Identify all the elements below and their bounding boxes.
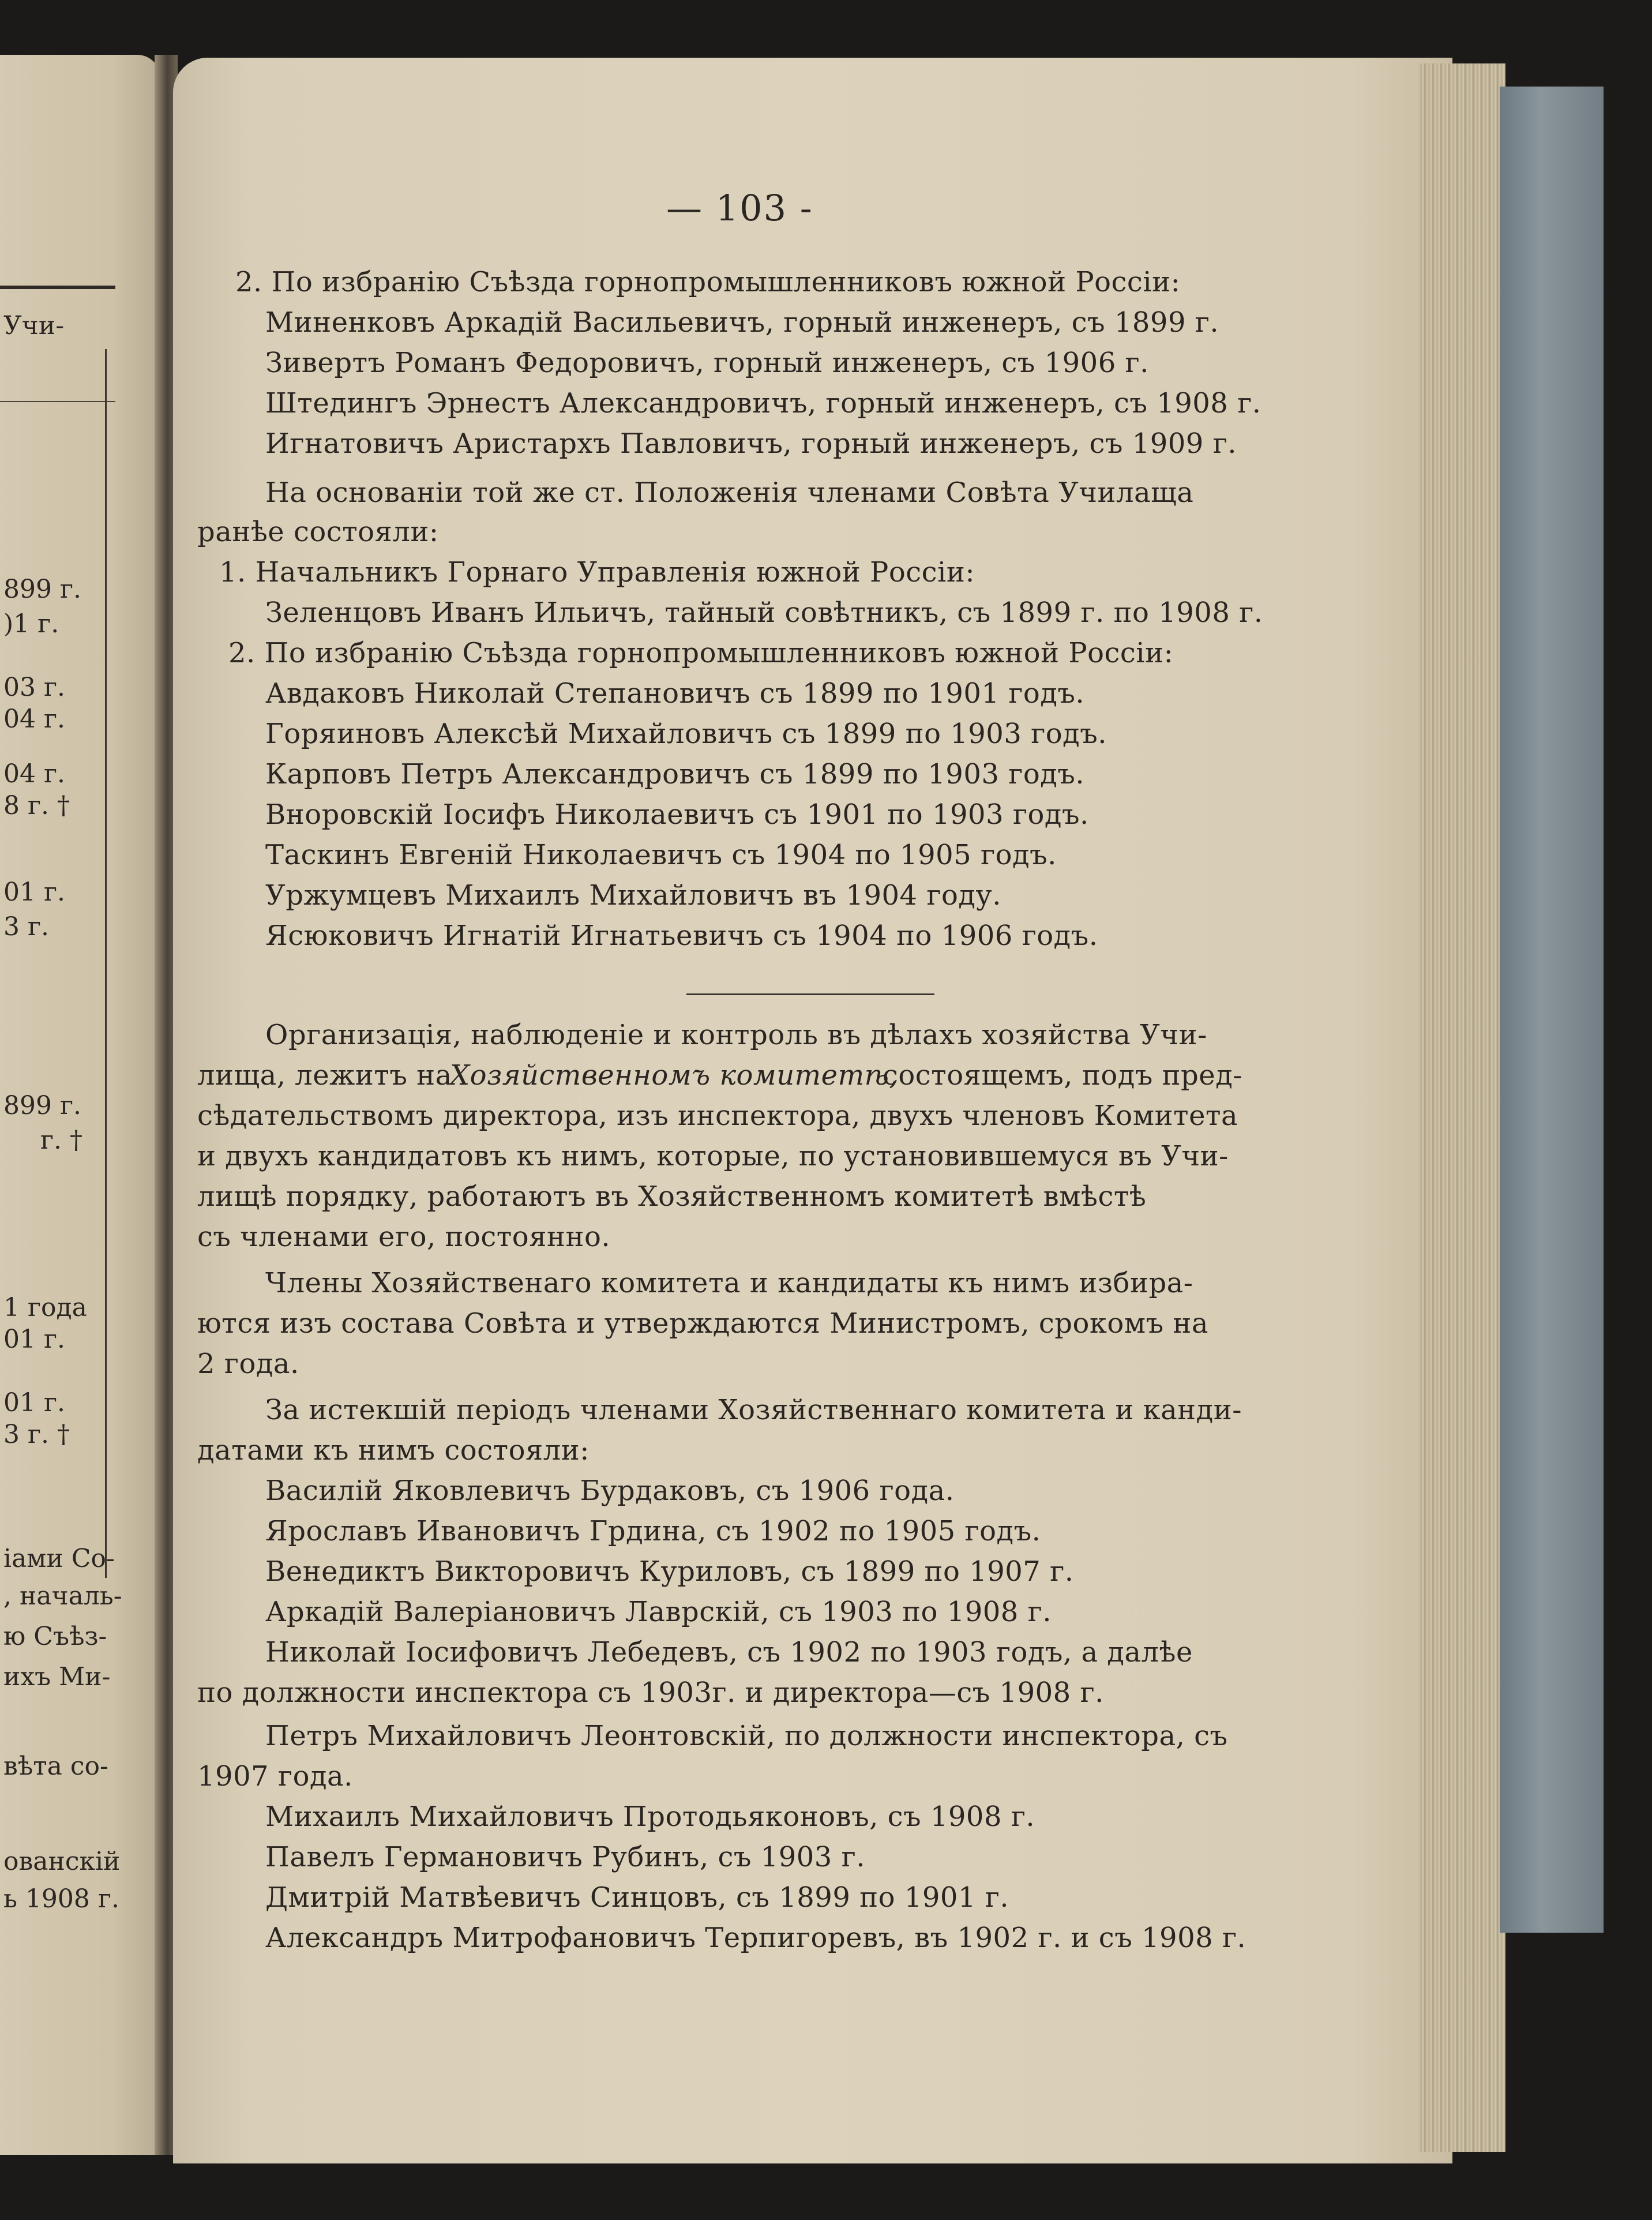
page-edges	[1419, 63, 1505, 2152]
left-fragment: вѣта со-	[3, 1752, 108, 1781]
left-fragment: 04 г.	[3, 704, 66, 734]
left-fragment: , началь-	[3, 1581, 122, 1611]
left-fragment: 01 г.	[3, 877, 66, 907]
left-fragment: 01 г.	[3, 1388, 66, 1417]
text-line: Зивертъ Романъ Федоровичъ, горный инженеръ, съ 1906 г.	[265, 347, 1149, 379]
text-line: Горяиновъ Алексѣй Михайловичъ съ 1899 по 1903 годъ.	[265, 718, 1107, 750]
text-line: Игнатовичъ Аристархъ Павловичъ, горный инженеръ, съ 1909 г.	[265, 427, 1237, 460]
text-line: Уржумцевъ Михаилъ Михайловичъ въ 1904 году.	[265, 879, 1001, 912]
text-line: Вноровскій Іосифъ Николаевичъ съ 1901 по 1903 годъ.	[265, 798, 1089, 831]
text-line: 2 года.	[197, 1348, 299, 1380]
left-fragment: ь 1908 г.	[3, 1884, 119, 1914]
text-line: Ясюковичъ Игнатій Игнатьевичъ съ 1904 по 1906 годъ.	[265, 920, 1098, 952]
text-line: съ членами его, постоянно.	[197, 1221, 611, 1253]
text-line: Члены Хозяйственаго комитета и кандидаты къ нимъ избира-	[265, 1267, 1193, 1299]
text-line: по должности инспектора съ 1903г. и директора—съ 1908 г.	[197, 1677, 1104, 1709]
text-line: За истекшій періодъ членами Хозяйственнаго комитета и канди-	[265, 1394, 1242, 1426]
left-fragment: 3 г. †	[3, 1420, 70, 1449]
left-fragment: 01 г.	[3, 1325, 66, 1354]
text-line-part: лища, лежитъ на	[197, 1059, 452, 1092]
text-line: Аркадій Валеріановичъ Лаврскій, съ 1903 по 1908 г.	[265, 1596, 1052, 1628]
text-line: На основаніи той же ст. Положенія членами Совѣта Училаща	[265, 477, 1194, 509]
left-fragment: 899 г.	[3, 1091, 82, 1120]
text-line: лищѣ порядку, работаютъ въ Хозяйственномъ комитетѣ вмѣстѣ	[197, 1180, 1147, 1213]
text-line: 1907 года.	[197, 1760, 353, 1792]
text-line: 1. Начальникъ Горнаго Управленія южной Россіи:	[219, 556, 975, 588]
text-line: Зеленцовъ Иванъ Ильичъ, тайный совѣтникъ, съ 1899 г. по 1908 г.	[265, 597, 1263, 629]
text-line: Василій Яковлевичъ Бурдаковъ, съ 1906 года.	[265, 1475, 955, 1507]
left-header-fragment: Учи-	[3, 311, 65, 340]
text-line: Павелъ Германовичъ Рубинъ, съ 1903 г.	[265, 1841, 865, 1873]
text-line-part: состоящемъ, подъ пред-	[883, 1059, 1242, 1092]
text-line: Миненковъ Аркадій Васильевичъ, горный инженеръ, съ 1899 г.	[265, 306, 1219, 339]
text-line: Петръ Михайловичъ Леонтовскій, по должности инспектора, съ	[265, 1720, 1228, 1752]
left-fragment: ихъ Ми-	[3, 1662, 111, 1692]
left-table-rule-top	[0, 286, 115, 289]
left-fragment: г. †	[40, 1126, 83, 1155]
left-fragment: іами Со-	[3, 1544, 115, 1573]
left-fragment: ю Съѣз-	[3, 1622, 107, 1651]
text-line: Карповъ Петръ Александровичъ съ 1899 по 1903 годъ.	[265, 758, 1085, 790]
text-line: Штедингъ Эрнестъ Александровичъ, горный инженеръ, съ 1908 г.	[265, 387, 1261, 419]
left-page	[0, 55, 160, 2155]
text-line: и двухъ кандидатовъ къ нимъ, которые, по установившемуся въ Учи-	[197, 1140, 1229, 1172]
text-line: Венедиктъ Викторовичъ Куриловъ, съ 1899 по 1907 г.	[265, 1555, 1074, 1588]
left-fragment: )1 г.	[3, 609, 59, 639]
text-line: Михаилъ Михайловичъ Протодьяконовъ, съ 1908 г.	[265, 1801, 1035, 1833]
text-line: 2. По избранію Съѣзда горнопромышленниковъ южной Россіи:	[235, 266, 1181, 298]
text-line: ются изъ состава Совѣта и утверждаются Министромъ, срокомъ на	[197, 1307, 1209, 1340]
left-fragment: 04 г.	[3, 759, 66, 789]
left-fragment: 8 г. †	[3, 791, 70, 820]
text-line: Дмитрій Матвѣевичъ Синцовъ, съ 1899 по 1901 г.	[265, 1881, 1009, 1914]
section-separator	[686, 993, 934, 995]
text-line: 2. По избранію Съѣзда горнопромышленниковъ южной Россіи:	[228, 637, 1174, 669]
text-line: ранѣе состояли:	[197, 516, 439, 548]
committee-name-italic: Хозяйственномъ комитетѣ,	[450, 1059, 899, 1092]
book-cover-board	[1500, 87, 1604, 1933]
text-line: Авдаковъ Николай Степановичъ съ 1899 по 1901 годъ.	[265, 677, 1085, 710]
page-number: — 103 -	[666, 187, 813, 229]
left-table-rule-vertical	[105, 349, 107, 1578]
left-fragment: 3 г.	[3, 912, 50, 942]
text-line: Александръ Митрофановичъ Терпигоревъ, въ 1902 г. и съ 1908 г.	[265, 1922, 1246, 1954]
left-fragment: 899 г.	[3, 575, 82, 604]
text-line: Ярославъ Ивановичъ Грдина, съ 1902 по 1905 годъ.	[265, 1515, 1041, 1547]
text-line: сѣдательствомъ директора, изъ инспектора, двухъ членовъ Комитета	[197, 1100, 1238, 1132]
left-table-rule	[0, 401, 115, 402]
text-line: Таскинъ Евгеній Николаевичъ съ 1904 по 1905 годъ.	[265, 839, 1057, 871]
left-fragment: 03 г.	[3, 673, 66, 702]
text-line: Организація, наблюденіе и контроль въ дѣлахъ хозяйства Учи-	[265, 1019, 1207, 1051]
left-fragment: 1 года	[3, 1293, 87, 1322]
text-line: Николай Іосифовичъ Лебедевъ, съ 1902 по 1903 годъ, а далѣе	[265, 1636, 1193, 1668]
left-fragment: ованскій	[3, 1847, 121, 1876]
text-line: датами къ нимъ состояли:	[197, 1434, 590, 1467]
